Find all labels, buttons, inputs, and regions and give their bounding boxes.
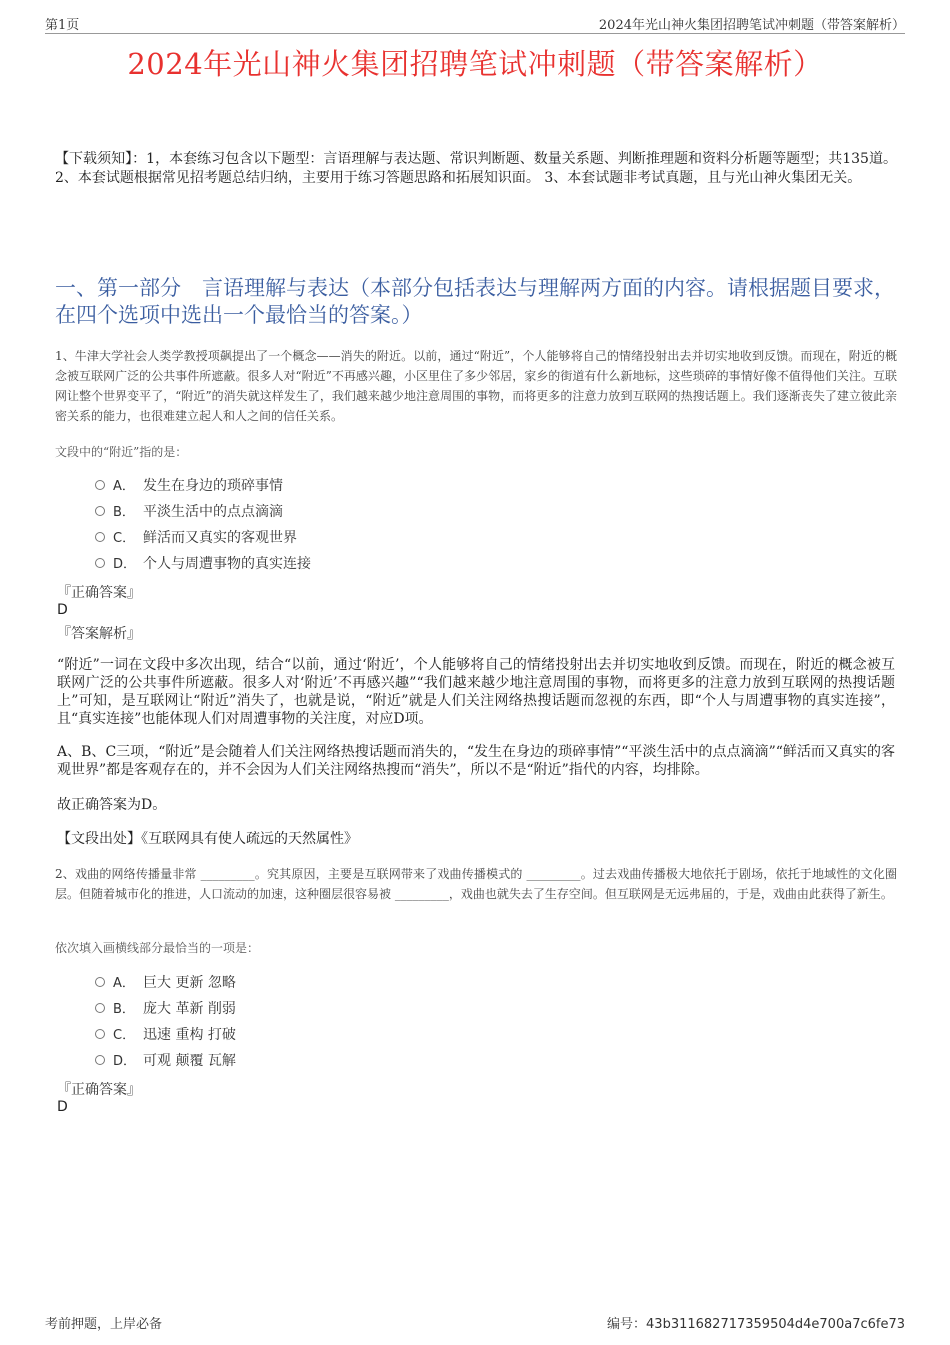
page-number: 第1页 — [45, 18, 80, 33]
question-1-prompt: 文段中的“附近”指的是： — [55, 445, 188, 459]
download-notice: 【下载须知】：1，本套练习包含以下题型：言语理解与表达题、常识判断题、数量关系题、判断推理题和资料分析题等题型；共135道。 2、本套试题根据常见招考题总结归纳，主要用于练习答题思路和拓展知识面。 3、本套试题非考试真题，且与光山神火集团无关。 — [55, 151, 897, 186]
radio-icon[interactable] — [95, 977, 105, 987]
q1-analysis-paragraph-1: “附近”一词在文段中多次出现，结合“以前，通过‘附近’，个人能够将自己的情绪投射出去并切实地收到反馈。而现在，附近的概念被互联网广泛的公共事件所遮蔽。很多人对‘附近’不再感兴趣”“我们越来越少地注意周围的事物，而将更多的注意力放到互联网的热搜话题上”可知，是互联网让“附近”消失了，也就是说，“附近”就是人们关注网络热搜话题而忽视的东西，即“个人与周遭事物的真实连接”，且“真实连接”也能体现人们对周遭事物的关注度，对应D项。 — [57, 657, 895, 727]
q1-analysis-paragraph-2: A、B、C三项，“附近”是会随着人们关注网络热搜话题而消失的，“发生在身边的琐碎事情”“平淡生活中的点点滴滴”“鲜活而又真实的客观世界”都是客观存在的，并不会因为人们关注网络热搜而“消失”，所以不是“附近”指代的内容，均排除。 — [57, 744, 895, 778]
radio-icon[interactable] — [95, 558, 105, 568]
header-divider — [45, 33, 905, 34]
q1-source: 【文段出处】《互联网具有使人疏远的天然属性》 — [57, 831, 358, 847]
q2-option-d[interactable]: D． 可观 颠覆 瓦解 — [95, 1051, 236, 1071]
q2-answer-value: D — [57, 1099, 68, 1115]
radio-icon[interactable] — [95, 532, 105, 542]
q1-answer-label: 『正确答案』 — [57, 585, 141, 601]
question-2-prompt: 依次填入画横线部分最恰当的一项是： — [55, 941, 260, 955]
section-heading: 一、第一部分 言语理解与表达（本部分包括表达与理解两方面的内容。请根据题目要求，在四个选项中选出一个最恰当的答案。） — [55, 276, 895, 327]
question-1-text: 1、牛津大学社会人类学教授项飙提出了一个概念——消失的附近。以前，通过“附近”，个人能够将自己的情绪投射出去并切实地收到反馈。而现在，附近的概念被互联网广泛的公共事件所遮蔽。很多人对“附近”不再感兴趣，小区里住了多少邻居，家乡的街道有什么新地标，这些琐碎的事情好像不值得他们关注。互联网让整个世界变平了，“附近”的消失就这样发生了，我们越来越少地注意周围的事物，而将更多的注意力放到互联网的热搜话题上。我们逐渐丧失了建立彼此亲密关系的能力，也很难建立起人和人之间的信任关系。 — [55, 349, 897, 423]
q2-option-c[interactable]: C． 迅速 重构 打破 — [95, 1025, 236, 1045]
q2-answer-label: 『正确答案』 — [57, 1082, 141, 1098]
question-2-text: 2、戏曲的网络传播量非常 _________。究其原因，主要是互联网带来了戏曲传播模式的 _________。过去戏曲传播极大地依托于剧场，依托于地域性的文化圈层。但随着城市化的推进，人口流动的加速，这种圈层很容易被 _________，戏曲也就失去了生存空间。但互联网是无远弗届的，于是，戏曲由此获得了新生。 — [55, 867, 897, 901]
radio-icon[interactable] — [95, 1055, 105, 1065]
q1-answer-value: D — [57, 602, 68, 618]
q1-analysis-conclusion: 故正确答案为D。 — [57, 797, 167, 813]
radio-icon[interactable] — [95, 1003, 105, 1013]
header-doc-title: 2024年光山神火集团招聘笔试冲刺题（带答案解析） — [598, 18, 905, 33]
q2-option-a[interactable]: A． 巨大 更新 忽略 — [95, 973, 236, 993]
q1-analysis-label: 『答案解析』 — [57, 626, 141, 642]
radio-icon[interactable] — [95, 480, 105, 490]
footer-slogan: 考前押题，上岸必备 — [45, 1317, 163, 1332]
radio-icon[interactable] — [95, 1029, 105, 1039]
q1-option-d[interactable]: D． 个人与周遭事物的真实连接 — [95, 554, 311, 574]
document-title: 2024年光山神火集团招聘笔试冲刺题（带答案解析） — [127, 47, 823, 81]
radio-icon[interactable] — [95, 506, 105, 516]
q1-option-a[interactable]: A． 发生在身边的琐碎事情 — [95, 476, 283, 496]
footer-code: 编号：43b311682717359504d4e700a7c6fe73 — [607, 1317, 905, 1332]
q1-option-c[interactable]: C． 鲜活而又真实的客观世界 — [95, 528, 297, 548]
q1-option-b[interactable]: B． 平淡生活中的点点滴滴 — [95, 502, 283, 522]
q2-option-b[interactable]: B． 庞大 革新 削弱 — [95, 999, 236, 1019]
